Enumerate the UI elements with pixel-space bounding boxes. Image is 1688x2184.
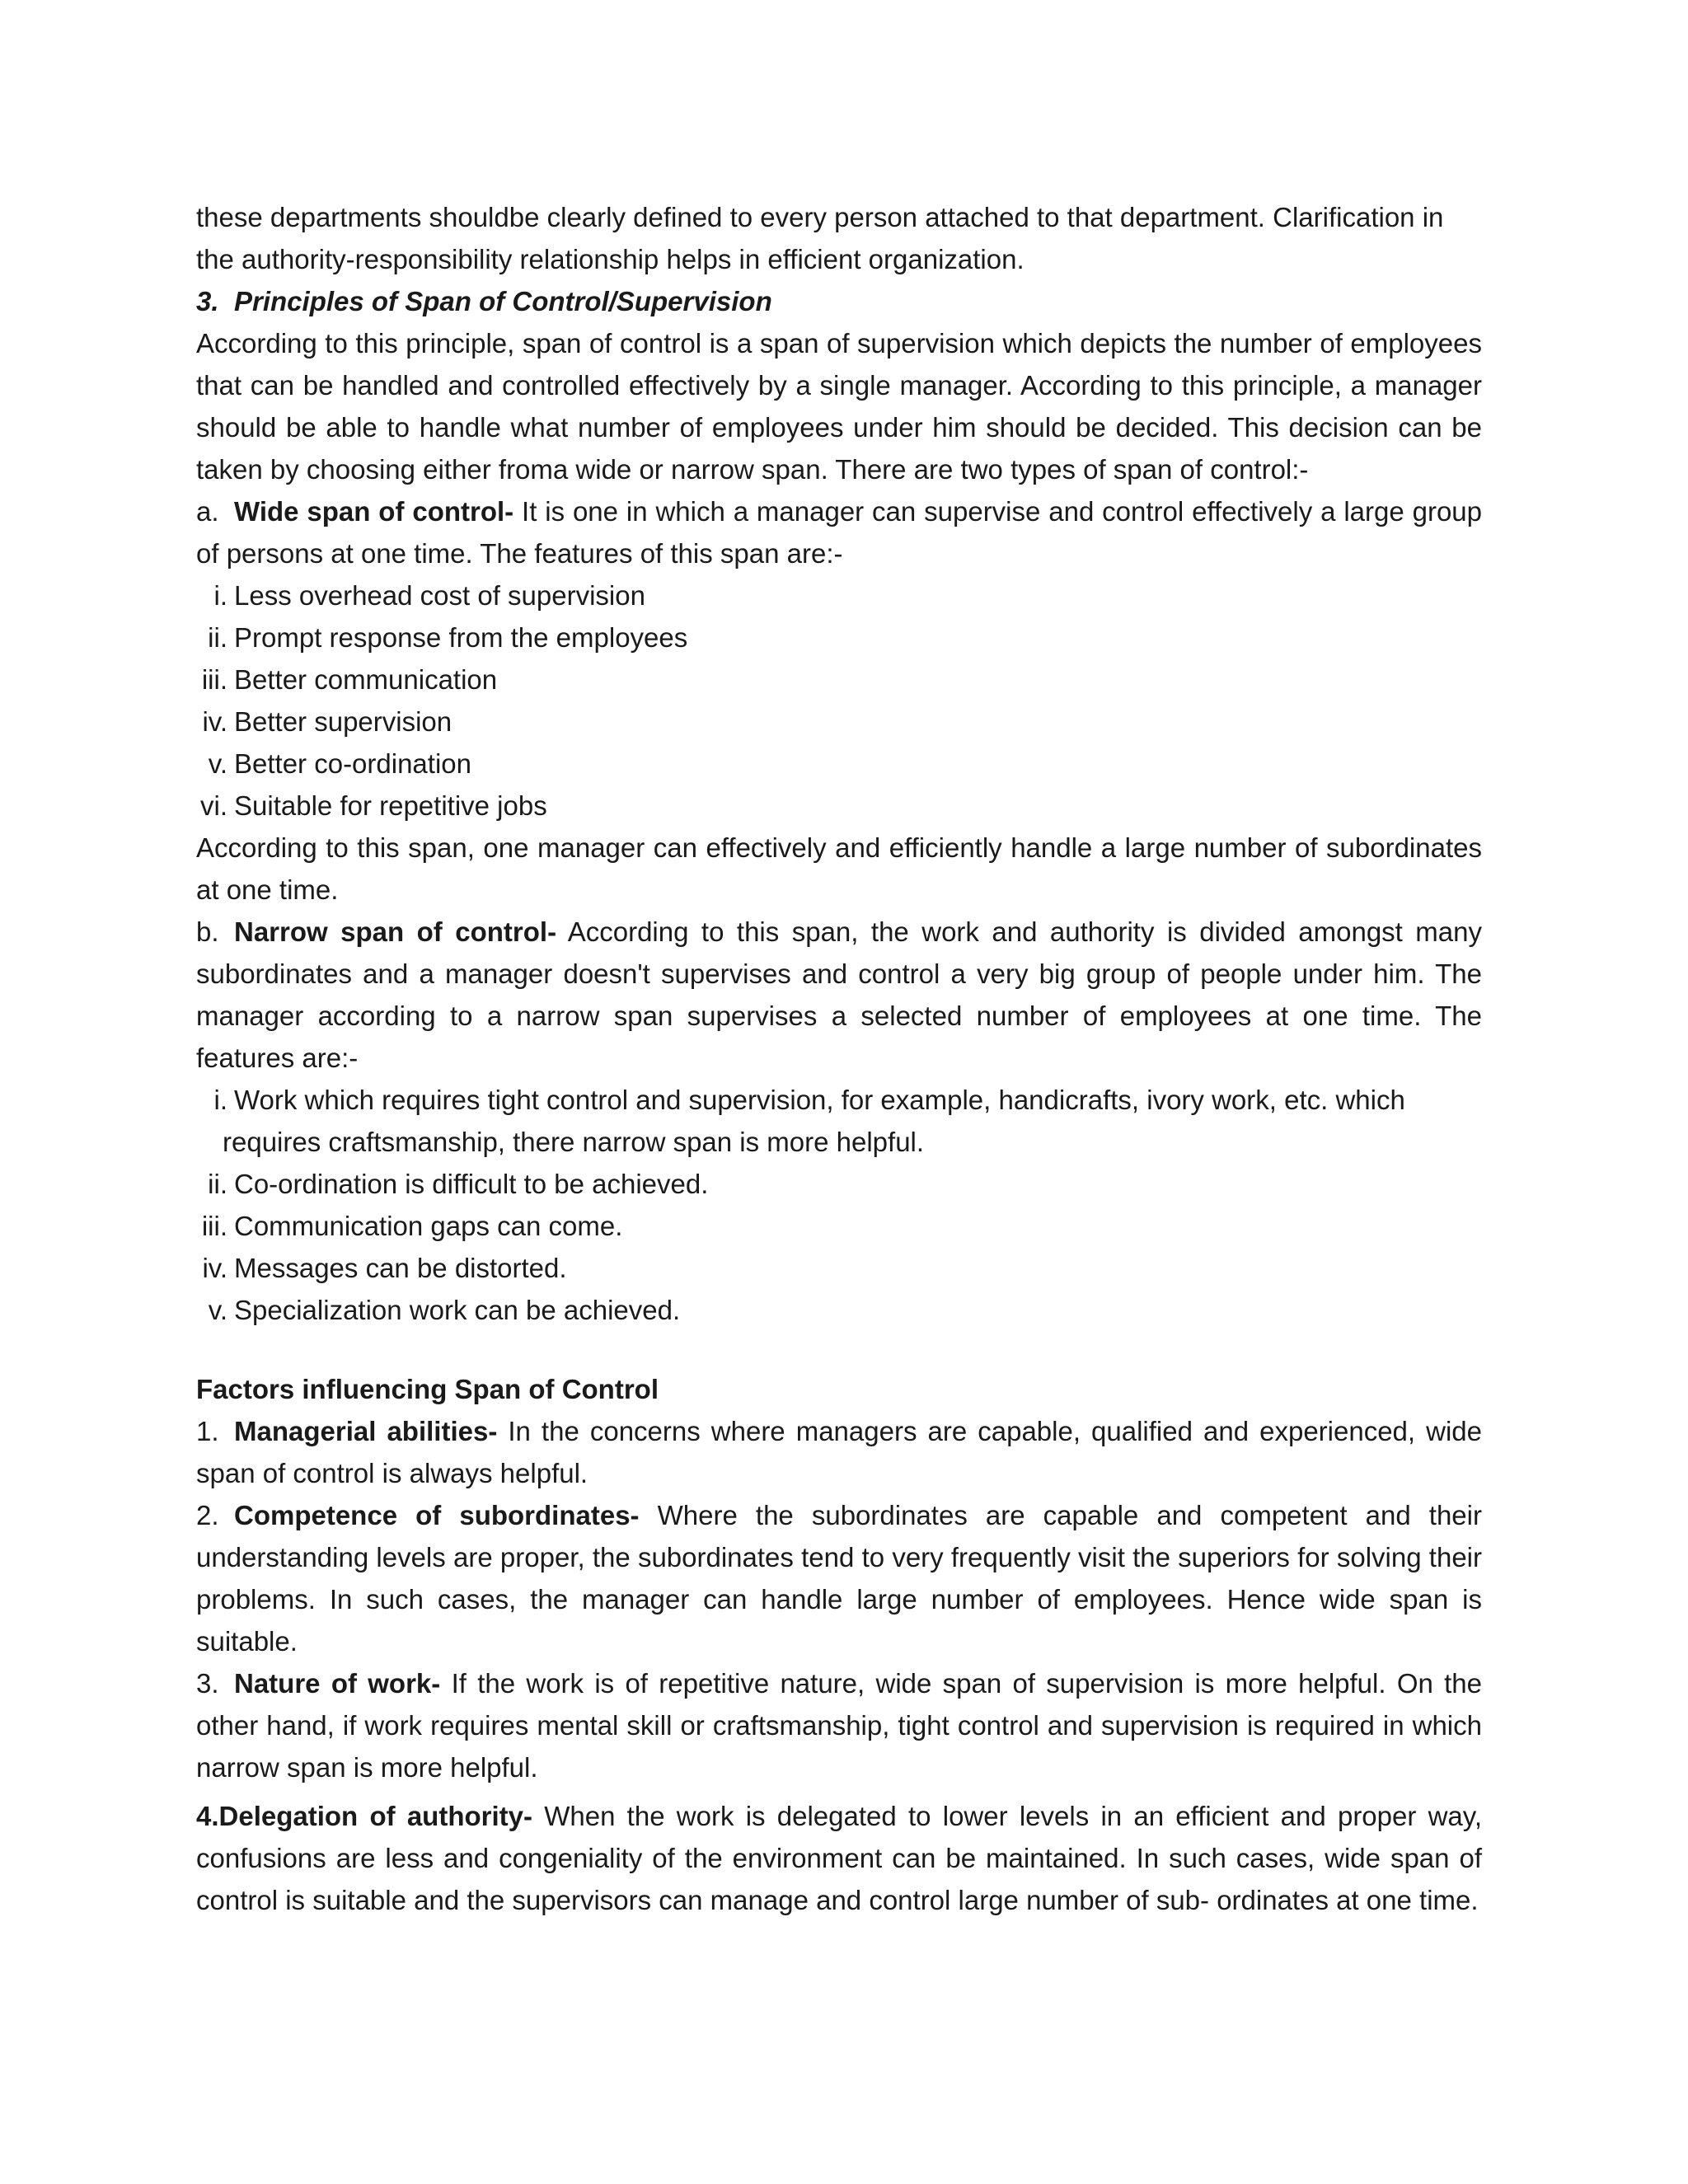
intro-line-2: the authority-responsibility relationship helps in efficient organization. xyxy=(196,244,1025,274)
list-item xyxy=(196,701,1482,743)
list-marker: v. xyxy=(208,748,227,779)
list-marker: v. xyxy=(208,1295,227,1325)
list-marker: iv. xyxy=(202,1253,227,1283)
factor-2-number: 2. xyxy=(196,1500,219,1530)
list-item xyxy=(196,785,1482,827)
list-item-text: Communication gaps can come. xyxy=(234,1211,623,1241)
list-item-text: Messages can be distorted. xyxy=(234,1253,567,1283)
factor-1-text: In the concerns where managers are capable, qualified and experienced, wide span of control is always helpful. xyxy=(196,1416,1482,1488)
wide-span-summary: According to this span, one manager can effectively and efficiently handle a large number of subordinates at one time. xyxy=(196,832,1482,905)
factor-4-term: 4.Delegation of authority- xyxy=(196,1801,532,1831)
spacer xyxy=(196,1331,1482,1368)
factor-3-number: 3. xyxy=(196,1668,219,1699)
list-marker: i. xyxy=(213,580,227,611)
list-item xyxy=(196,1247,1482,1289)
narrow-span-paragraph xyxy=(196,911,1482,1079)
factor-2-paragraph xyxy=(196,1494,1482,1662)
list-item-text: Suitable for repetitive jobs xyxy=(234,790,547,821)
section-3-number: 3. xyxy=(196,286,219,316)
list-item-text: Less overhead cost of supervision xyxy=(234,580,645,611)
factor-2-text: Where the subordinates are capable and competent and their understanding levels are proper, the subordinates tend to very frequently visit the superiors for solving their problems. In such cases, the manager can handle large number of employees. Hence wide span is suitable. xyxy=(196,1500,1482,1657)
list-item-continuation: requires craftsmanship, there narrow span is more helpful. xyxy=(223,1127,925,1157)
list-item xyxy=(196,616,1482,658)
list-marker: iv. xyxy=(202,706,227,737)
list-item xyxy=(196,658,1482,701)
narrow-span-label: b. xyxy=(196,916,219,947)
document-page xyxy=(196,196,1482,1921)
wide-span-term: Wide span of control- xyxy=(234,496,514,527)
wide-span-features-list xyxy=(196,574,1482,827)
list-marker: ii. xyxy=(208,1169,227,1199)
list-item-text: Co-ordination is difficult to be achieved. xyxy=(234,1169,709,1199)
list-item xyxy=(196,1205,1482,1247)
list-marker: vi. xyxy=(200,790,227,821)
factor-1-paragraph xyxy=(196,1410,1482,1494)
list-item-text: Prompt response from the employees xyxy=(234,622,688,653)
factor-3-paragraph xyxy=(196,1662,1482,1788)
list-item-text: Better co-ordination xyxy=(234,748,471,779)
list-item xyxy=(196,1079,1482,1121)
list-item xyxy=(196,574,1482,616)
list-marker: i. xyxy=(213,1085,227,1115)
narrow-span-text: According to this span, the work and authority is divided amongst many subordinates and a manager doesn't supervises and control a very big group of people under him. The manager according to a narrow span supervises a selected number of employees at one time. The features are:- xyxy=(196,916,1482,1073)
factor-1-number: 1. xyxy=(196,1416,219,1446)
list-item xyxy=(196,1289,1482,1331)
intro-line-1: these departments shouldbe clearly defined to every person attached to that department. Clarification in xyxy=(196,202,1444,232)
factor-3-text: If the work is of repetitive nature, wide span of supervision is more helpful. On the other hand, if work requires mental skill or craftsmanship, tight control and supervision is required in which narrow span is more helpful. xyxy=(196,1668,1483,1783)
narrow-span-features-list xyxy=(196,1079,1482,1331)
list-item-text: Specialization work can be achieved. xyxy=(234,1295,681,1325)
list-item xyxy=(196,743,1482,785)
section-3-title: Principles of Span of Control/Supervision xyxy=(234,286,772,316)
list-marker: iii. xyxy=(201,664,227,695)
wide-span-label: a. xyxy=(196,496,219,527)
section-3-paragraph: According to this principle, span of control is a span of supervision which depicts the number of employees that can be handled and controlled effectively by a single manager. According to this principle, a manager should be able to handle what number of employees under him should be decided. This decision can be taken by choosing either froma wide or narrow span. There are two types of span of control:- xyxy=(196,328,1482,485)
list-item-text: Better supervision xyxy=(234,706,452,737)
section-3-heading xyxy=(196,280,1482,322)
factor-3-term: Nature of work- xyxy=(234,1668,441,1699)
list-marker: iii. xyxy=(201,1211,227,1241)
factor-1-term: Managerial abilities- xyxy=(234,1416,498,1446)
factor-4-paragraph xyxy=(196,1795,1482,1921)
factor-2-term: Competence of subordinates- xyxy=(234,1500,640,1530)
list-item-text: Better communication xyxy=(234,664,498,695)
factors-heading: Factors influencing Span of Control xyxy=(196,1374,659,1404)
list-item-text: Work which requires tight control and supervision, for example, handicrafts, ivory work, etc. which xyxy=(234,1085,1405,1115)
wide-span-text: It is one in which a manager can supervise and control effectively a large group of persons at one time. The features of this span are:- xyxy=(196,496,1482,569)
narrow-span-term: Narrow span of control- xyxy=(234,916,557,947)
factor-4-text: When the work is delegated to lower levels in an efficient and proper way, confusions are less and congeniality of the environment can be maintained. In such cases, wide span of control is suitable and the supervisors can manage and control large number of sub- ordinates at one time. xyxy=(196,1801,1482,1915)
wide-span-paragraph xyxy=(196,490,1482,574)
list-item xyxy=(196,1163,1482,1205)
list-marker: ii. xyxy=(208,622,227,653)
